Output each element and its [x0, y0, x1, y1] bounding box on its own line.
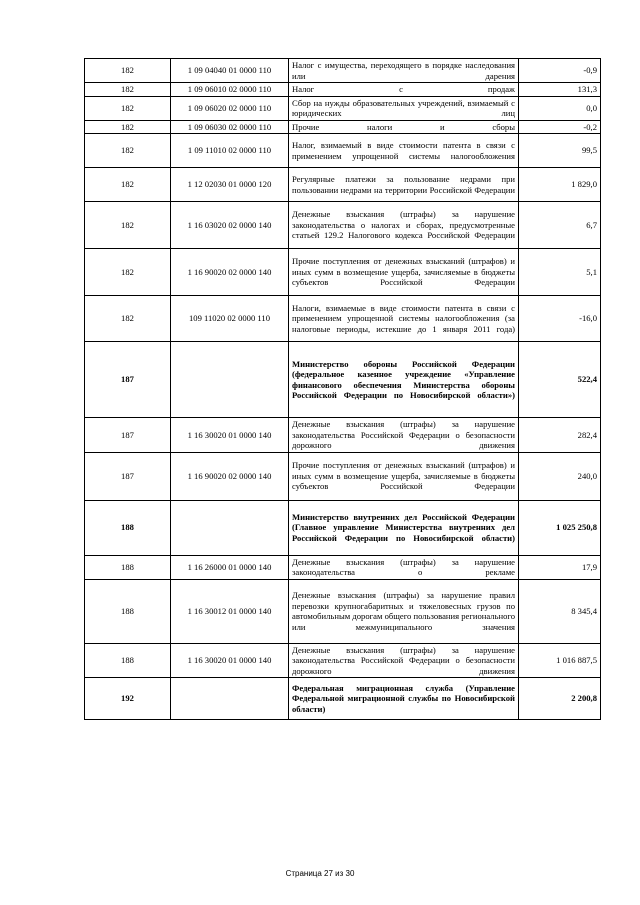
- admin-code-cell: 182: [85, 168, 171, 202]
- amount-cell: 1 829,0: [519, 168, 601, 202]
- admin-code-cell: 188: [85, 643, 171, 678]
- budget-code-cell: 1 16 30020 01 0000 140: [171, 643, 289, 678]
- table-row: [85, 202, 601, 249]
- amount-cell: 8 345,4: [519, 579, 601, 643]
- amount-cell: 99,5: [519, 134, 601, 168]
- table-row: [85, 342, 601, 418]
- budget-code-cell: 1 12 02030 01 0000 120: [171, 168, 289, 202]
- revenue-name-cell: Денежные взыскания (штрафы) за нарушение законодательства Российской Федерации о безопасности дорожного движения: [289, 643, 519, 678]
- table-row: [85, 418, 601, 453]
- table-row: [85, 249, 601, 296]
- table-row: [85, 168, 601, 202]
- table-row: [85, 296, 601, 342]
- amount-cell: -0,9: [519, 59, 601, 83]
- table-row: [85, 96, 601, 120]
- budget-code-cell: 1 09 06020 02 0000 110: [171, 96, 289, 120]
- budget-code-cell: 1 16 90020 02 0000 140: [171, 249, 289, 296]
- page-footer: Страница 27 из 30: [285, 869, 355, 878]
- budget-code-cell: 1 16 03020 02 0000 140: [171, 202, 289, 249]
- amount-cell: 6,7: [519, 202, 601, 249]
- table-row: [85, 59, 601, 83]
- table-row: [85, 500, 601, 555]
- budget-code-cell: 109 11020 02 0000 110: [171, 296, 289, 342]
- amount-cell: 1 016 887,5: [519, 643, 601, 678]
- revenue-name-cell: Налоги, взимаемые в виде стоимости патента в связи с применением упрощенной системы налогообложения (за налоговые периоды, истекшие до 1 января 2011 года): [289, 296, 519, 342]
- amount-cell: 282,4: [519, 418, 601, 453]
- amount-cell: -0,2: [519, 120, 601, 134]
- amount-cell: 522,4: [519, 342, 601, 418]
- admin-code-cell: 182: [85, 296, 171, 342]
- amount-cell: 1 025 250,8: [519, 500, 601, 555]
- budget-code-cell: [171, 342, 289, 418]
- amount-cell: 131,3: [519, 83, 601, 97]
- amount-cell: 0,0: [519, 96, 601, 120]
- admin-code-cell: 182: [85, 120, 171, 134]
- table-row: [85, 134, 601, 168]
- admin-code-cell: 188: [85, 579, 171, 643]
- admin-code-cell: 188: [85, 500, 171, 555]
- amount-cell: 240,0: [519, 452, 601, 500]
- revenue-name-cell: Денежные взыскания (штрафы) за нарушение законодательства о рекламе: [289, 555, 519, 579]
- table-row: [85, 120, 601, 134]
- budget-code-cell: 1 09 06010 02 0000 110: [171, 83, 289, 97]
- admin-code-cell: 182: [85, 202, 171, 249]
- revenue-name-cell: Федеральная миграционная служба (Управление Федеральной миграционной службы по Новосибирской области): [289, 678, 519, 720]
- table-row: [85, 555, 601, 579]
- revenue-name-cell: Денежные взыскания (штрафы) за нарушение законодательства Российской Федерации о безопасности дорожного движения: [289, 418, 519, 453]
- admin-code-cell: 187: [85, 418, 171, 453]
- revenue-name-cell: Прочие поступления от денежных взысканий (штрафов) и иных сумм в возмещение ущерба, зачисляемые в бюджеты субъектов Российской Федерации: [289, 452, 519, 500]
- admin-code-cell: 187: [85, 452, 171, 500]
- revenue-name-cell: Денежные взыскания (штрафы) за нарушение правил перевозки крупногабаритных и тяжеловесных грузов по автомобильным дорогам общего пользования регионального или межмуниципального значения: [289, 579, 519, 643]
- revenue-name-cell: Налог с продаж: [289, 83, 519, 97]
- budget-code-cell: [171, 500, 289, 555]
- admin-code-cell: 182: [85, 83, 171, 97]
- budget-code-cell: 1 16 26000 01 0000 140: [171, 555, 289, 579]
- amount-cell: 5,1: [519, 249, 601, 296]
- table-body: [85, 59, 601, 720]
- revenue-name-cell: Прочие налоги и сборы: [289, 120, 519, 134]
- revenue-name-cell: Налог, взимаемый в виде стоимости патента в связи с применением упрощенной системы налогообложения: [289, 134, 519, 168]
- amount-cell: 17,9: [519, 555, 601, 579]
- table-row: [85, 643, 601, 678]
- admin-code-cell: 182: [85, 249, 171, 296]
- admin-code-cell: 182: [85, 134, 171, 168]
- budget-code-cell: 1 16 90020 02 0000 140: [171, 452, 289, 500]
- budget-code-cell: 1 09 04040 01 0000 110: [171, 59, 289, 83]
- budget-code-cell: 1 16 30012 01 0000 140: [171, 579, 289, 643]
- revenue-name-cell: Министерство обороны Российской Федерации (федеральное казенное учреждение «Управление финансового обеспечения Министерства обороны Российской Федерации по Новосибирской области»): [289, 342, 519, 418]
- table-row: [85, 452, 601, 500]
- amount-cell: 2 200,8: [519, 678, 601, 720]
- revenue-name-cell: Министерство внутренних дел Российской Федерации (Главное управление Министерства внутренних дел Российской Федерации по Новосибирской области): [289, 500, 519, 555]
- table-row: [85, 579, 601, 643]
- revenue-name-cell: Регулярные платежи за пользование недрами при пользовании недрами на территории Российской Федерации: [289, 168, 519, 202]
- revenue-table: [84, 58, 601, 720]
- table-row: [85, 678, 601, 720]
- budget-code-cell: 1 16 30020 01 0000 140: [171, 418, 289, 453]
- admin-code-cell: 188: [85, 555, 171, 579]
- admin-code-cell: 182: [85, 96, 171, 120]
- revenue-name-cell: Налог с имущества, переходящего в порядке наследования или дарения: [289, 59, 519, 83]
- budget-code-cell: 1 09 06030 02 0000 110: [171, 120, 289, 134]
- revenue-name-cell: Сбор на нужды образовательных учреждений, взимаемый с юридических лиц: [289, 96, 519, 120]
- table-row: [85, 83, 601, 97]
- budget-code-cell: 1 09 11010 02 0000 110: [171, 134, 289, 168]
- budget-code-cell: [171, 678, 289, 720]
- admin-code-cell: 187: [85, 342, 171, 418]
- admin-code-cell: 192: [85, 678, 171, 720]
- revenue-name-cell: Денежные взыскания (штрафы) за нарушение законодательства о налогах и сборах, предусмотренные статьей 129.2 Налогового кодекса Российской Федерации: [289, 202, 519, 249]
- revenue-name-cell: Прочие поступления от денежных взысканий (штрафов) и иных сумм в возмещение ущерба, зачисляемые в бюджеты субъектов Российской Федерации: [289, 249, 519, 296]
- amount-cell: -16,0: [519, 296, 601, 342]
- admin-code-cell: 182: [85, 59, 171, 83]
